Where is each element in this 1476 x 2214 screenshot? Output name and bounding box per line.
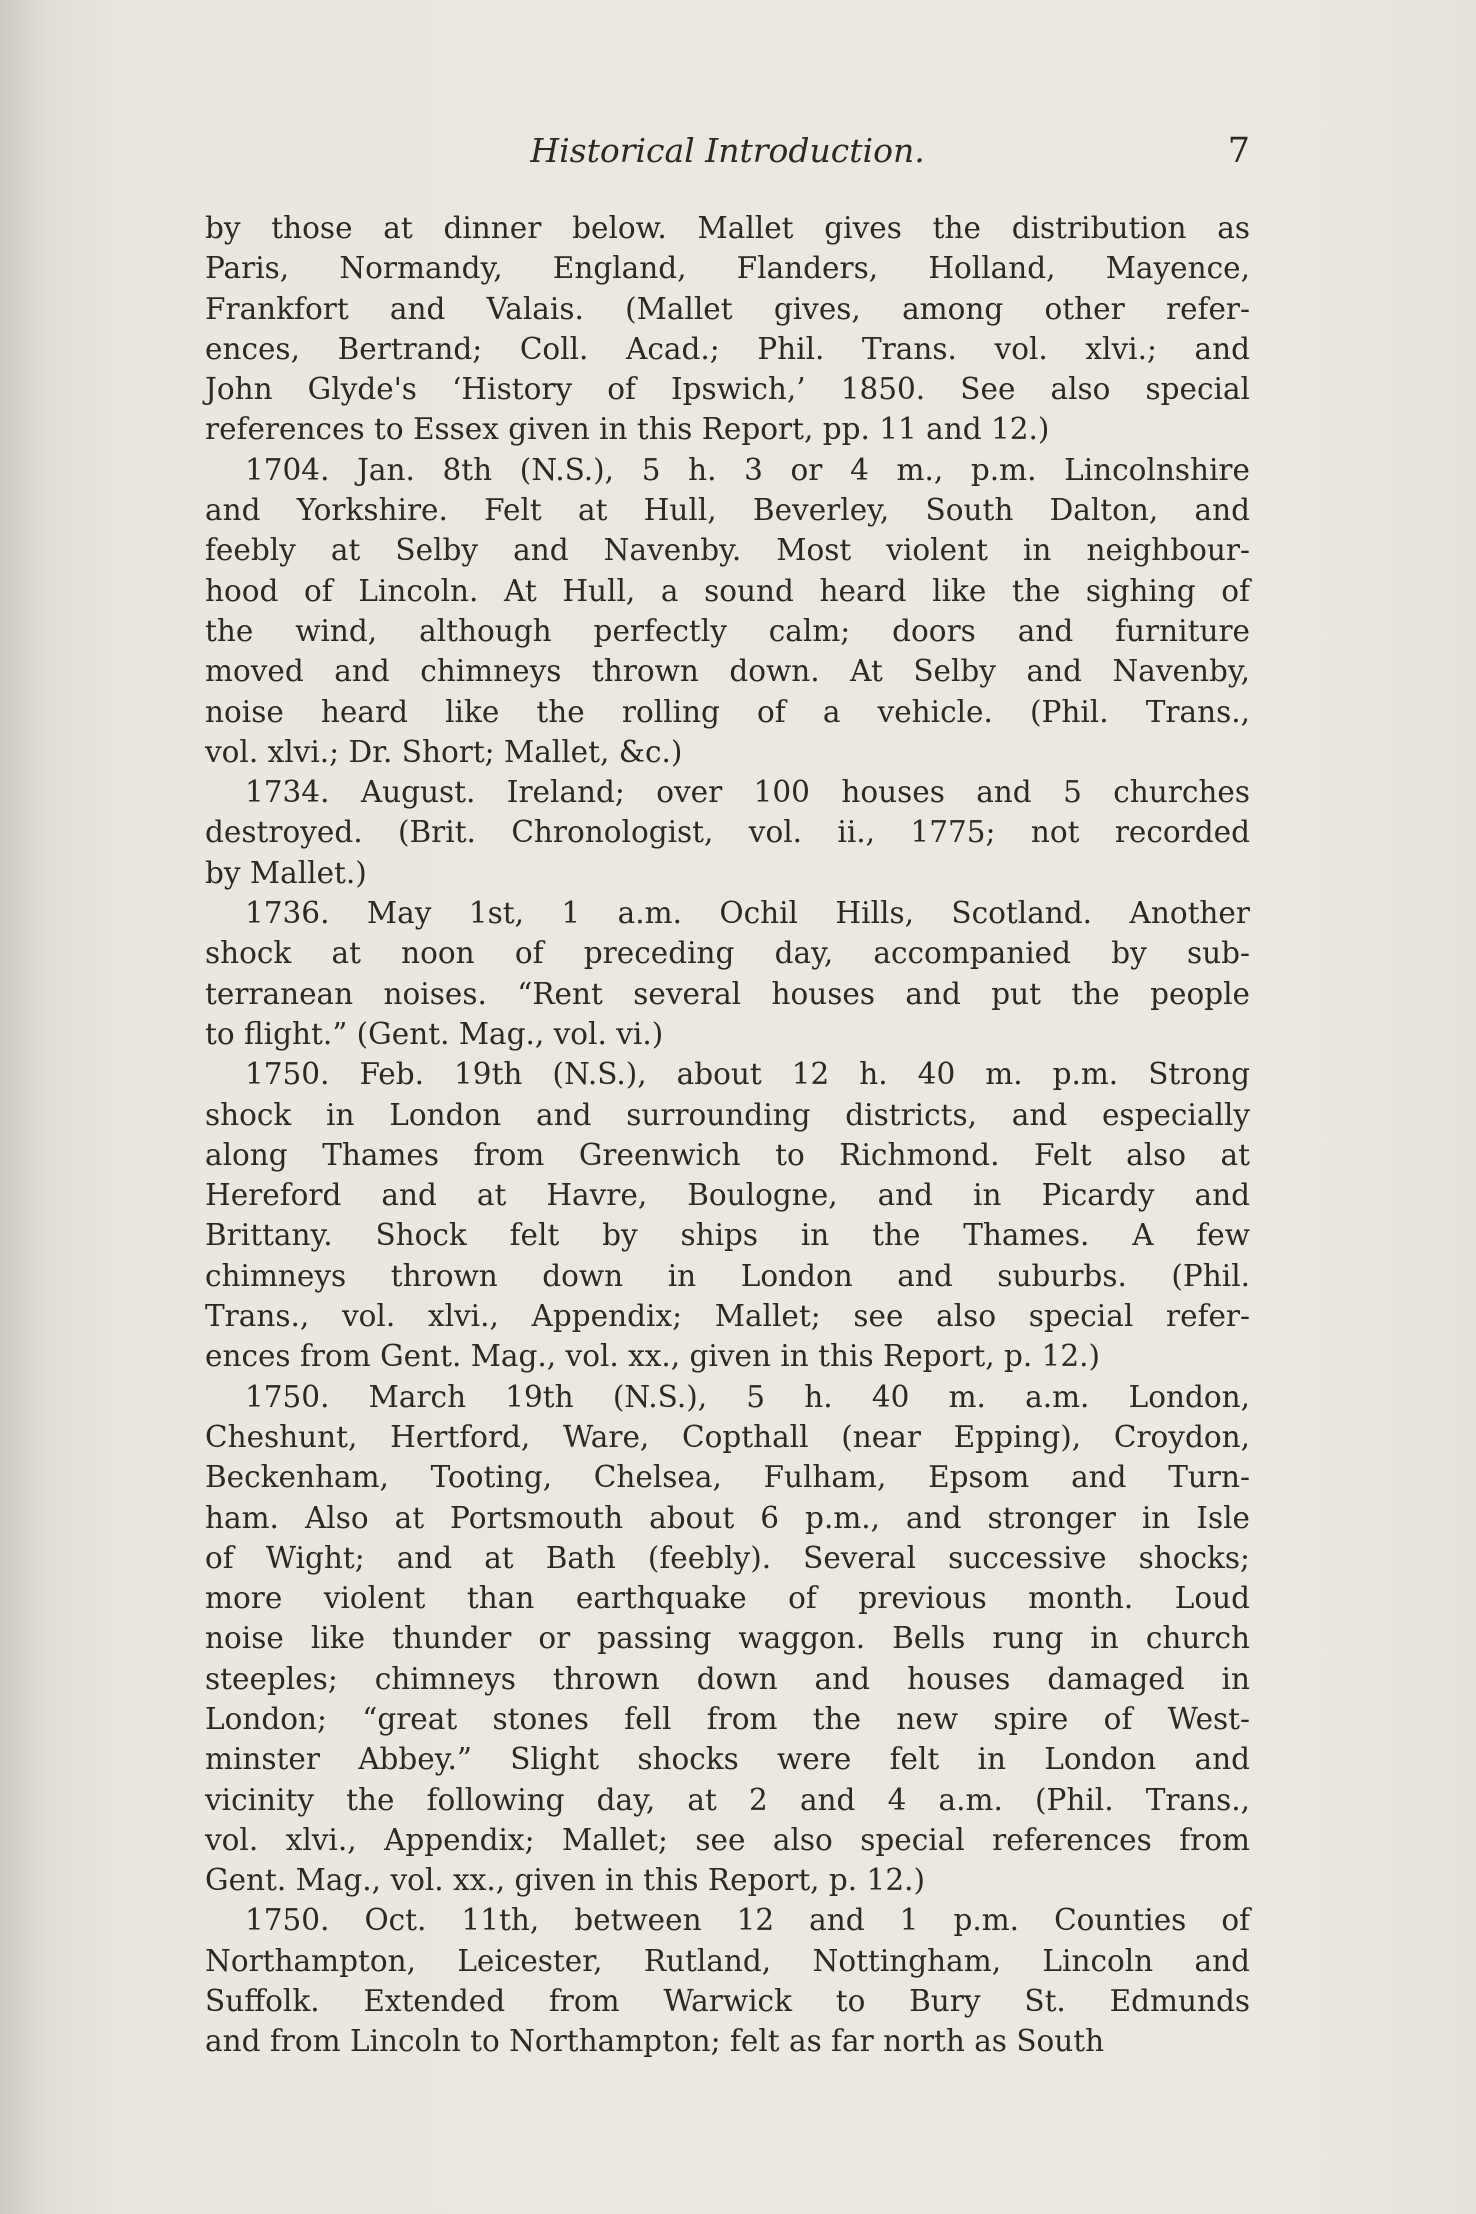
text-line: vol. xlvi.; Dr. Short; Mallet, &c.): [205, 734, 683, 769]
text-line: noise like thunder or passing waggon. Bells rung in church: [205, 1621, 1250, 1656]
page-number: 7: [1227, 131, 1250, 171]
text-line: the wind, although perfectly calm; doors and furniture: [205, 613, 1250, 648]
text-line: 1750. Oct. 11th, between 12 and 1 p.m. Counties of: [245, 1903, 1250, 1938]
body-text: [205, 208, 1250, 2062]
text-line: references to Essex given in this Report, pp. 11 and 12.): [205, 412, 1050, 447]
running-head: [205, 126, 1250, 176]
text-line: ham. Also at Portsmouth about 6 p.m., and stronger in Isle: [205, 1500, 1250, 1535]
paragraph: [205, 450, 1250, 772]
text-line: by those at dinner below. Mallet gives the distribution as: [205, 211, 1250, 245]
text-line: feebly at Selby and Navenby. Most violent in neighbour-: [205, 533, 1250, 568]
text-line: Frankfort and Valais. (Mallet gives, among other refer-: [205, 291, 1250, 326]
text-line: Hereford and at Havre, Boulogne, and in Picardy and: [205, 1178, 1250, 1213]
text-line: terranean noises. “Rent several houses and put the people: [205, 976, 1250, 1011]
text-line: chimneys thrown down in London and suburbs. (Phil.: [205, 1258, 1250, 1293]
text-line: John Glyde's ‘History of Ipswich,’ 1850. See also special: [205, 372, 1250, 407]
text-line: minster Abbey.” Slight shocks were felt in London and: [205, 1742, 1250, 1777]
text-line: Brittany. Shock felt by ships in the Thames. A few: [205, 1218, 1250, 1253]
paragraph: [205, 1377, 1250, 1901]
paragraph: [205, 893, 1250, 1054]
text-line: London; “great stones fell from the new spire of West-: [205, 1701, 1250, 1736]
text-line: Gent. Mag., vol. xx., given in this Report, p. 12.): [205, 1863, 925, 1898]
paragraph: [205, 772, 1250, 893]
text-line: shock at noon of preceding day, accompanied by sub-: [205, 936, 1250, 971]
paragraph: [205, 208, 1250, 450]
text-line: and Yorkshire. Felt at Hull, Beverley, South Dalton, and: [205, 493, 1250, 528]
text-line: Paris, Normandy, England, Flanders, Holland, Mayence,: [205, 251, 1250, 286]
text-line: hood of Lincoln. At Hull, a sound heard like the sighing of: [205, 573, 1250, 608]
text-line: ences, Bertrand; Coll. Acad.; Phil. Trans. vol. xlvi.; and: [205, 331, 1250, 366]
text-line: moved and chimneys thrown down. At Selby and Navenby,: [205, 654, 1250, 689]
text-line: more violent than earthquake of previous month. Loud: [205, 1581, 1250, 1616]
running-head-title: Historical Introduction.: [530, 131, 925, 170]
text-line: steeples; chimneys thrown down and houses damaged in: [205, 1661, 1250, 1696]
text-line: and from Lincoln to Northampton; felt as far north as South: [205, 2024, 1105, 2059]
text-line: noise heard like the rolling of a vehicle. (Phil. Trans.,: [205, 694, 1250, 729]
text-line: Suffolk. Extended from Warwick to Bury St. Edmunds: [205, 1984, 1250, 2019]
text-line: 1750. Feb. 19th (N.S.), about 12 h. 40 m. p.m. Strong: [245, 1057, 1250, 1092]
text-line: to flight.” (Gent. Mag., vol. vi.): [205, 1016, 664, 1051]
text-line: 1736. May 1st, 1 a.m. Ochil Hills, Scotland. Another: [245, 896, 1250, 931]
text-line: 1704. Jan. 8th (N.S.), 5 h. 3 or 4 m., p.m. Lincolnshire: [245, 452, 1250, 487]
text-line: Trans., vol. xlvi., Appendix; Mallet; see also special refer-: [205, 1299, 1250, 1334]
text-line: Cheshunt, Hertford, Ware, Copthall (near Epping), Croydon,: [205, 1419, 1250, 1454]
text-line: vol. xlvi., Appendix; Mallet; see also special references from: [205, 1822, 1250, 1857]
text-line: Beckenham, Tooting, Chelsea, Fulham, Epsom and Turn-: [205, 1460, 1250, 1495]
text-line: Northampton, Leicester, Rutland, Nottingham, Lincoln and: [205, 1943, 1250, 1978]
paragraph: [205, 1900, 1250, 2061]
text-line: of Wight; and at Bath (feebly). Several successive shocks;: [205, 1540, 1250, 1575]
text-line: destroyed. (Brit. Chronologist, vol. ii., 1775; not recorded: [205, 815, 1250, 850]
text-line: shock in London and surrounding districts, and especially: [205, 1097, 1250, 1132]
paragraph: [205, 1054, 1250, 1376]
text-line: by Mallet.): [205, 855, 367, 890]
text-line: ences from Gent. Mag., vol. xx., given in this Report, p. 12.): [205, 1339, 1101, 1374]
text-line: along Thames from Greenwich to Richmond. Felt also at: [205, 1137, 1250, 1172]
text-line: 1750. March 19th (N.S.), 5 h. 40 m. a.m. London,: [245, 1379, 1250, 1414]
text-line: vicinity the following day, at 2 and 4 a.m. (Phil. Trans.,: [205, 1782, 1250, 1817]
text-line: 1734. August. Ireland; over 100 houses and 5 churches: [245, 775, 1250, 810]
